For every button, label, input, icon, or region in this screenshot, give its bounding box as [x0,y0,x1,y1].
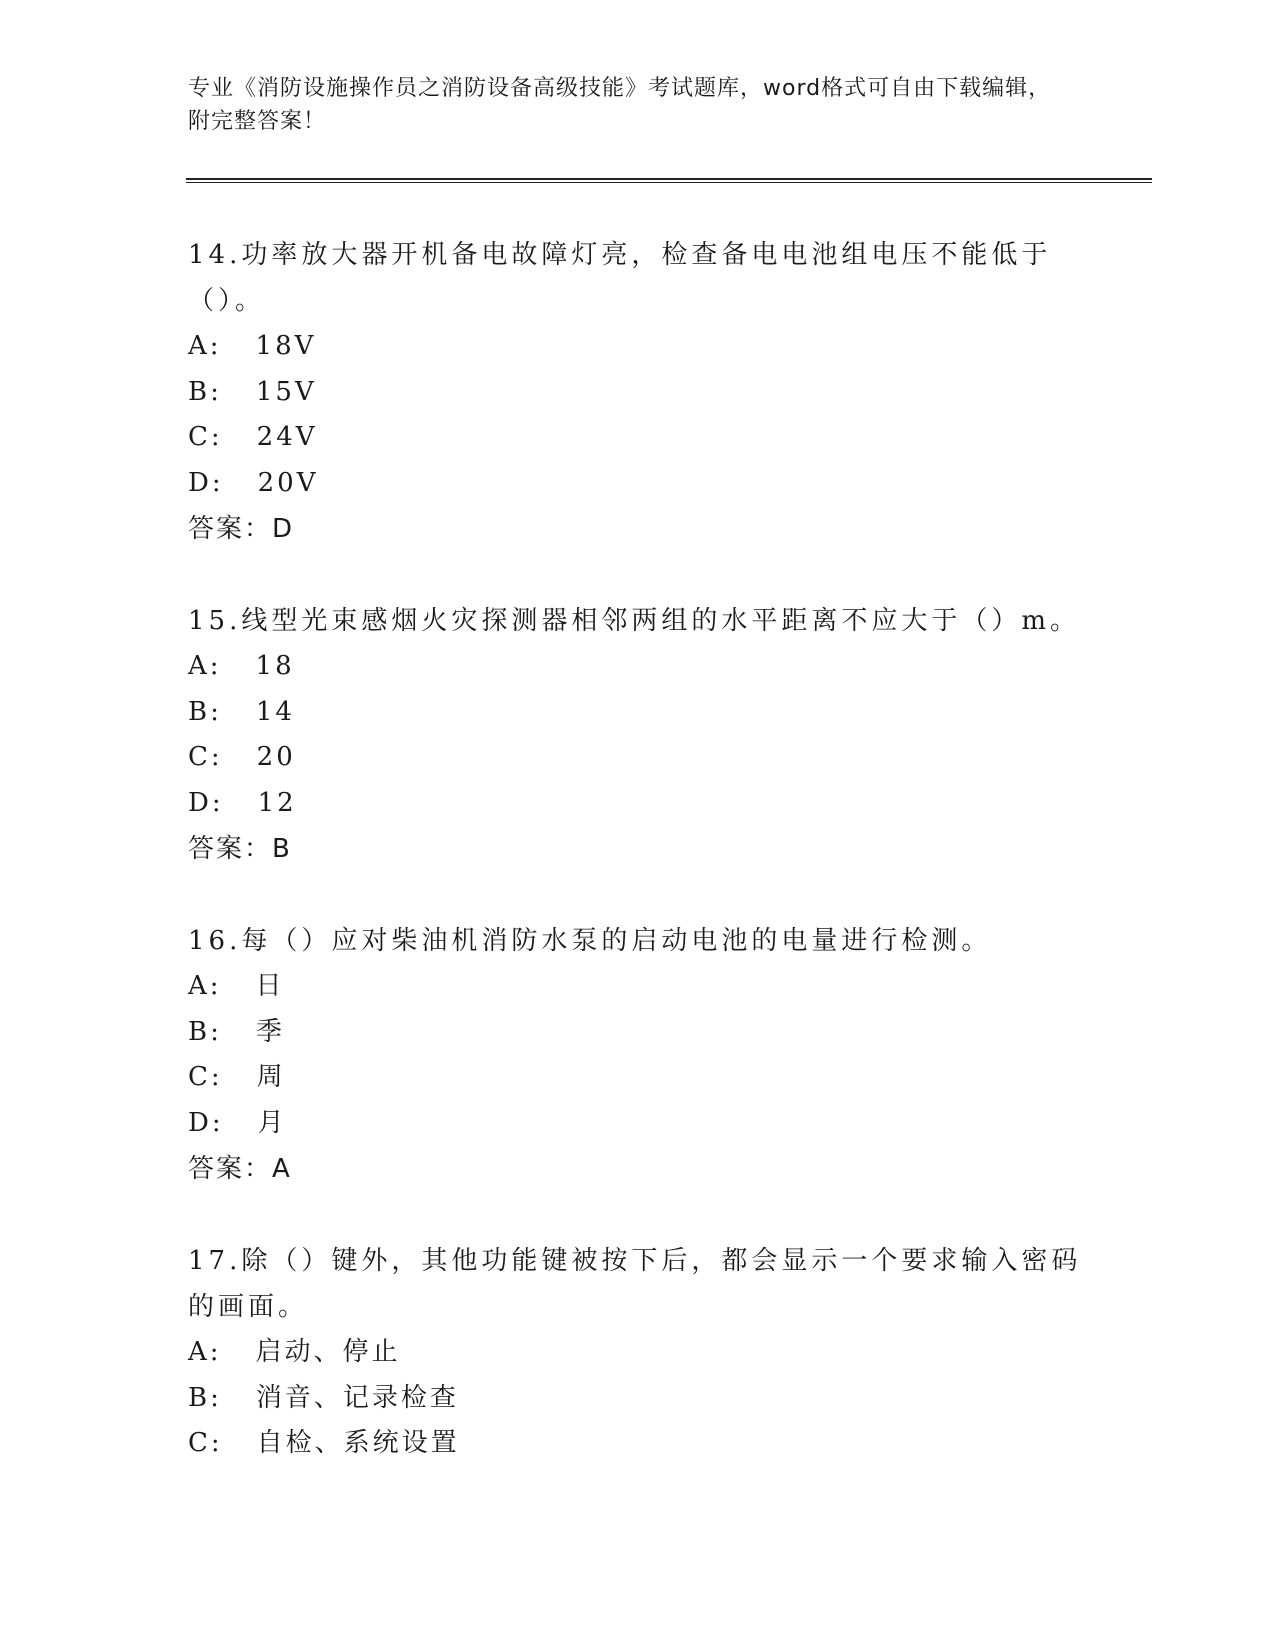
question-list [188,232,1088,1513]
option-c: C: 20 [188,735,1088,781]
option-text: 季 [255,1016,285,1047]
option-c: C: 周 [188,1055,1088,1101]
option-d: D: 月 [188,1101,1088,1147]
option-key: B [188,1382,211,1413]
option-text: 14 [255,696,295,727]
option-text: 周 [256,1062,286,1092]
question-17 [188,1238,1088,1467]
option-key: B [188,696,211,727]
question-14 [188,232,1088,552]
option-key: B [188,1016,211,1047]
option-key: C [188,742,211,772]
option-a: A: 18V [188,324,1088,370]
option-text: 自检、系统设置 [256,1428,460,1458]
question-15 [188,598,1088,872]
option-text: 启动、停止 [255,1337,401,1367]
option-key: B [188,376,211,407]
header-divider [186,178,1152,183]
document-header: 专业《消防设施操作员之消防设备高级技能》考试题库，word格式可自由下载编辑，附完整答案！ [188,76,1052,134]
option-a: A: 日 [188,964,1088,1010]
option-key: C [188,1428,211,1458]
option-key: A [188,651,210,681]
option-text: 月 [257,1107,287,1138]
option-b: B: 消音、记录检查 [188,1376,1088,1422]
option-text: 18V [255,331,317,361]
option-b: B: 季 [188,1010,1088,1056]
option-c: C: 24V [188,415,1088,461]
answer-text: 答案：A [188,1154,292,1184]
option-key: D [188,787,212,818]
option-d: D: 20V [188,461,1088,507]
option-key: A [188,331,210,361]
option-b: B: 15V [188,370,1088,416]
option-text: 20V [257,467,319,498]
option-text: 20 [256,742,296,772]
option-text: 日 [255,971,285,1001]
option-text: 24V [256,422,318,452]
option-key: D [188,467,212,498]
option-key: D [188,1107,212,1138]
question-16 [188,918,1088,1192]
option-a: A: 18 [188,644,1088,690]
option-key: C [188,422,211,452]
question-stem: 17.除（）键外，其他功能键被按下后，都会显示一个要求输入密码的画面。 [188,1246,1082,1322]
option-key: C [188,1062,211,1092]
option-d: D: 12 [188,781,1088,827]
question-stem: 14.功率放大器开机备电故障灯亮，检查备电电池组电压不能低于（）。 [188,240,1052,316]
option-text: 12 [257,787,297,818]
option-text: 18 [255,651,295,681]
option-a: A: 启动、停止 [188,1330,1088,1376]
option-text: 消音、记录检查 [255,1382,459,1413]
option-c: C: 自检、系统设置 [188,1421,1088,1467]
option-key: A [188,1337,210,1367]
answer-text: 答案：B [188,834,292,864]
question-stem: 15.线型光束感烟火灾探测器相邻两组的水平距离不应大于（）m。 [188,606,1081,636]
option-key: A [188,971,210,1001]
option-b: B: 14 [188,690,1088,736]
question-stem: 16.每（）应对柴油机消防水泵的启动电池的电量进行检测。 [188,926,992,956]
answer-text: 答案：D [188,514,295,544]
option-text: 15V [255,376,317,407]
